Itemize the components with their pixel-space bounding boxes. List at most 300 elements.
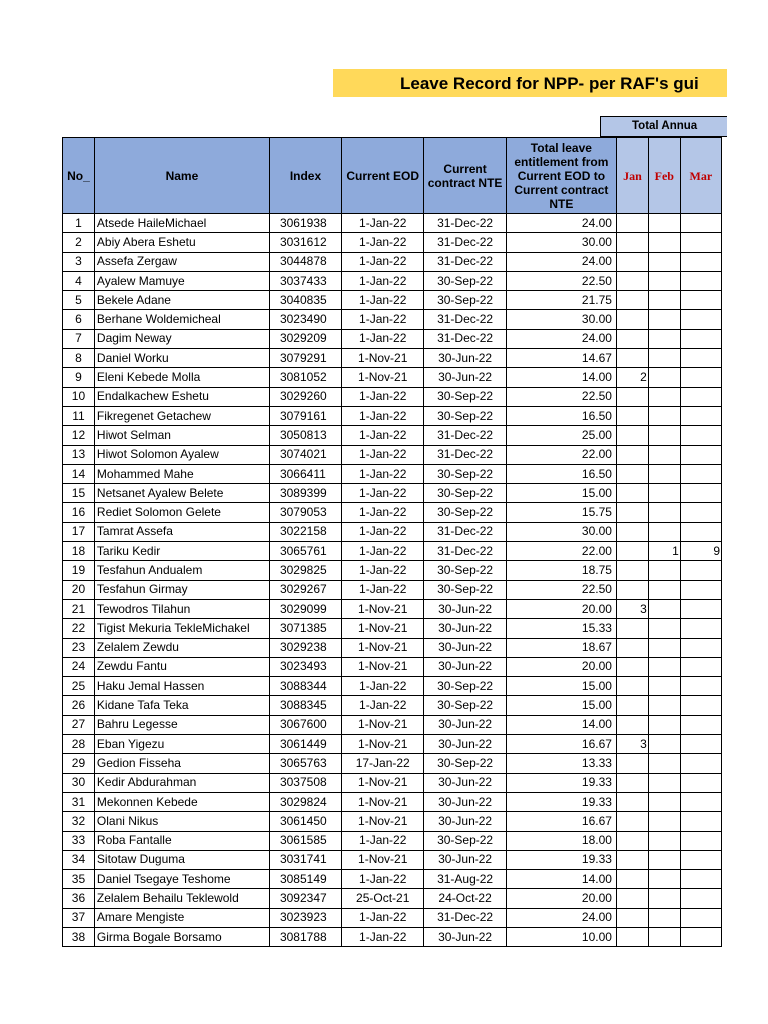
cell-nte[interactable]: 31-Dec-22 xyxy=(424,252,506,271)
cell-name[interactable]: Tariku Kedir xyxy=(94,542,269,561)
cell-mar[interactable] xyxy=(680,522,721,541)
cell-no[interactable]: 34 xyxy=(63,850,95,869)
cell-no[interactable]: 15 xyxy=(63,484,95,503)
cell-mar[interactable] xyxy=(680,812,721,831)
cell-index[interactable]: 3092347 xyxy=(269,889,341,908)
cell-jan[interactable] xyxy=(616,889,648,908)
cell-jan[interactable] xyxy=(616,619,648,638)
cell-mar[interactable] xyxy=(680,599,721,618)
cell-eod[interactable]: 1-Jan-22 xyxy=(342,542,424,561)
cell-name[interactable]: Abiy Abera Eshetu xyxy=(94,233,269,252)
col-header-eod[interactable]: Current EOD xyxy=(342,138,424,214)
cell-index[interactable]: 3081788 xyxy=(269,927,341,946)
cell-nte[interactable]: 30-Sep-22 xyxy=(424,464,506,483)
cell-mar[interactable] xyxy=(680,329,721,348)
cell-mar[interactable] xyxy=(680,927,721,946)
cell-feb[interactable] xyxy=(648,908,680,927)
cell-entitlement[interactable]: 20.00 xyxy=(506,889,616,908)
cell-eod[interactable]: 1-Jan-22 xyxy=(342,291,424,310)
cell-eod[interactable]: 1-Nov-21 xyxy=(342,792,424,811)
cell-feb[interactable] xyxy=(648,715,680,734)
cell-mar[interactable] xyxy=(680,715,721,734)
cell-mar[interactable] xyxy=(680,677,721,696)
cell-jan[interactable] xyxy=(616,850,648,869)
cell-no[interactable]: 7 xyxy=(63,329,95,348)
cell-eod[interactable]: 1-Nov-21 xyxy=(342,850,424,869)
cell-feb[interactable] xyxy=(648,773,680,792)
cell-name[interactable]: Amare Mengiste xyxy=(94,908,269,927)
cell-jan[interactable] xyxy=(616,484,648,503)
cell-no[interactable]: 37 xyxy=(63,908,95,927)
cell-index[interactable]: 3067600 xyxy=(269,715,341,734)
cell-entitlement[interactable]: 16.67 xyxy=(506,735,616,754)
cell-eod[interactable]: 1-Jan-22 xyxy=(342,464,424,483)
cell-mar[interactable] xyxy=(680,657,721,676)
cell-name[interactable]: Berhane Woldemicheal xyxy=(94,310,269,329)
cell-nte[interactable]: 30-Sep-22 xyxy=(424,271,506,290)
cell-eod[interactable]: 1-Nov-21 xyxy=(342,812,424,831)
cell-entitlement[interactable]: 15.00 xyxy=(506,677,616,696)
cell-jan[interactable] xyxy=(616,503,648,522)
cell-name[interactable]: Fikregenet Getachew xyxy=(94,406,269,425)
cell-mar[interactable] xyxy=(680,831,721,850)
cell-entitlement[interactable]: 24.00 xyxy=(506,214,616,233)
cell-eod[interactable]: 1-Jan-22 xyxy=(342,831,424,850)
cell-name[interactable]: Eban Yigezu xyxy=(94,735,269,754)
cell-eod[interactable]: 1-Nov-21 xyxy=(342,735,424,754)
cell-eod[interactable]: 1-Nov-21 xyxy=(342,715,424,734)
cell-feb[interactable] xyxy=(648,522,680,541)
cell-no[interactable]: 14 xyxy=(63,464,95,483)
cell-nte[interactable]: 31-Dec-22 xyxy=(424,445,506,464)
cell-jan[interactable] xyxy=(616,696,648,715)
cell-no[interactable]: 5 xyxy=(63,291,95,310)
cell-feb[interactable] xyxy=(648,696,680,715)
col-header-name[interactable]: Name xyxy=(94,138,269,214)
cell-jan[interactable] xyxy=(616,542,648,561)
cell-name[interactable]: Netsanet Ayalew Belete xyxy=(94,484,269,503)
cell-mar[interactable] xyxy=(680,214,721,233)
col-header-jan[interactable]: Jan xyxy=(616,138,648,214)
cell-index[interactable]: 3022158 xyxy=(269,522,341,541)
cell-name[interactable]: Endalkachew Eshetu xyxy=(94,387,269,406)
cell-name[interactable]: Atsede HaileMichael xyxy=(94,214,269,233)
cell-index[interactable]: 3061449 xyxy=(269,735,341,754)
cell-index[interactable]: 3023490 xyxy=(269,310,341,329)
cell-entitlement[interactable]: 19.33 xyxy=(506,792,616,811)
cell-nte[interactable]: 30-Sep-22 xyxy=(424,406,506,425)
cell-no[interactable]: 26 xyxy=(63,696,95,715)
cell-entitlement[interactable]: 24.00 xyxy=(506,329,616,348)
cell-jan[interactable]: 3 xyxy=(616,735,648,754)
cell-jan[interactable] xyxy=(616,754,648,773)
cell-mar[interactable] xyxy=(680,310,721,329)
cell-nte[interactable]: 31-Dec-22 xyxy=(424,233,506,252)
cell-jan[interactable] xyxy=(616,349,648,368)
cell-mar[interactable] xyxy=(680,619,721,638)
cell-feb[interactable] xyxy=(648,406,680,425)
cell-no[interactable]: 28 xyxy=(63,735,95,754)
cell-eod[interactable]: 1-Jan-22 xyxy=(342,696,424,715)
cell-jan[interactable] xyxy=(616,271,648,290)
cell-nte[interactable]: 31-Dec-22 xyxy=(424,214,506,233)
cell-feb[interactable] xyxy=(648,214,680,233)
cell-jan[interactable] xyxy=(616,522,648,541)
cell-name[interactable]: Gedion Fisseha xyxy=(94,754,269,773)
cell-eod[interactable]: 1-Nov-21 xyxy=(342,773,424,792)
cell-jan[interactable] xyxy=(616,870,648,889)
cell-no[interactable]: 19 xyxy=(63,561,95,580)
cell-no[interactable]: 21 xyxy=(63,599,95,618)
col-header-mar[interactable]: Mar xyxy=(680,138,721,214)
cell-no[interactable]: 17 xyxy=(63,522,95,541)
cell-nte[interactable]: 30-Sep-22 xyxy=(424,291,506,310)
cell-no[interactable]: 33 xyxy=(63,831,95,850)
cell-nte[interactable]: 30-Jun-22 xyxy=(424,619,506,638)
cell-name[interactable]: Zewdu Fantu xyxy=(94,657,269,676)
cell-no[interactable]: 2 xyxy=(63,233,95,252)
cell-no[interactable]: 32 xyxy=(63,812,95,831)
cell-feb[interactable] xyxy=(648,677,680,696)
cell-name[interactable]: Tigist Mekuria TekleMichakel xyxy=(94,619,269,638)
cell-index[interactable]: 3071385 xyxy=(269,619,341,638)
cell-feb[interactable] xyxy=(648,850,680,869)
cell-no[interactable]: 11 xyxy=(63,406,95,425)
cell-eod[interactable]: 1-Nov-21 xyxy=(342,657,424,676)
cell-index[interactable]: 3037508 xyxy=(269,773,341,792)
cell-feb[interactable] xyxy=(648,927,680,946)
cell-jan[interactable] xyxy=(616,214,648,233)
cell-index[interactable]: 3050813 xyxy=(269,426,341,445)
cell-no[interactable]: 23 xyxy=(63,638,95,657)
col-header-entitlement[interactable]: Total leave entitlement from Current EOD to Current contract NTE xyxy=(506,138,616,214)
cell-no[interactable]: 1 xyxy=(63,214,95,233)
cell-index[interactable]: 3061938 xyxy=(269,214,341,233)
cell-eod[interactable]: 1-Jan-22 xyxy=(342,310,424,329)
cell-nte[interactable]: 30-Sep-22 xyxy=(424,696,506,715)
col-header-nte[interactable]: Current contract NTE xyxy=(424,138,506,214)
cell-entitlement[interactable]: 30.00 xyxy=(506,310,616,329)
cell-nte[interactable]: 31-Dec-22 xyxy=(424,329,506,348)
cell-no[interactable]: 24 xyxy=(63,657,95,676)
cell-name[interactable]: Hiwot Selman xyxy=(94,426,269,445)
cell-nte[interactable]: 31-Aug-22 xyxy=(424,870,506,889)
cell-name[interactable]: Hiwot Solomon Ayalew xyxy=(94,445,269,464)
cell-no[interactable]: 13 xyxy=(63,445,95,464)
cell-entitlement[interactable]: 22.00 xyxy=(506,542,616,561)
cell-jan[interactable] xyxy=(616,233,648,252)
cell-feb[interactable] xyxy=(648,754,680,773)
cell-index[interactable]: 3023923 xyxy=(269,908,341,927)
cell-eod[interactable]: 1-Jan-22 xyxy=(342,329,424,348)
cell-name[interactable]: Kedir Abdurahman xyxy=(94,773,269,792)
cell-name[interactable]: Assefa Zergaw xyxy=(94,252,269,271)
cell-entitlement[interactable]: 22.00 xyxy=(506,445,616,464)
cell-name[interactable]: Eleni Kebede Molla xyxy=(94,368,269,387)
cell-eod[interactable]: 1-Jan-22 xyxy=(342,387,424,406)
col-header-index[interactable]: Index xyxy=(269,138,341,214)
cell-feb[interactable] xyxy=(648,349,680,368)
cell-nte[interactable]: 31-Dec-22 xyxy=(424,542,506,561)
cell-mar[interactable] xyxy=(680,850,721,869)
col-header-no[interactable]: No_ xyxy=(63,138,95,214)
cell-feb[interactable] xyxy=(648,657,680,676)
cell-mar[interactable] xyxy=(680,349,721,368)
cell-name[interactable]: Tamrat Assefa xyxy=(94,522,269,541)
cell-index[interactable]: 3037433 xyxy=(269,271,341,290)
cell-name[interactable]: Tesfahun Andualem xyxy=(94,561,269,580)
cell-entitlement[interactable]: 18.67 xyxy=(506,638,616,657)
cell-no[interactable]: 12 xyxy=(63,426,95,445)
cell-jan[interactable] xyxy=(616,715,648,734)
cell-mar[interactable] xyxy=(680,870,721,889)
cell-name[interactable]: Ayalew Mamuye xyxy=(94,271,269,290)
cell-eod[interactable]: 1-Nov-21 xyxy=(342,349,424,368)
cell-nte[interactable]: 30-Jun-22 xyxy=(424,638,506,657)
cell-index[interactable]: 3029824 xyxy=(269,792,341,811)
cell-index[interactable]: 3029267 xyxy=(269,580,341,599)
cell-name[interactable]: Olani Nikus xyxy=(94,812,269,831)
cell-no[interactable]: 25 xyxy=(63,677,95,696)
cell-feb[interactable] xyxy=(648,310,680,329)
cell-feb[interactable] xyxy=(648,619,680,638)
cell-jan[interactable] xyxy=(616,677,648,696)
cell-index[interactable]: 3061450 xyxy=(269,812,341,831)
cell-index[interactable]: 3040835 xyxy=(269,291,341,310)
cell-entitlement[interactable]: 15.00 xyxy=(506,696,616,715)
cell-feb[interactable] xyxy=(648,271,680,290)
cell-mar[interactable] xyxy=(680,580,721,599)
cell-jan[interactable] xyxy=(616,561,648,580)
cell-feb[interactable] xyxy=(648,580,680,599)
cell-nte[interactable]: 30-Jun-22 xyxy=(424,773,506,792)
cell-jan[interactable] xyxy=(616,927,648,946)
cell-entitlement[interactable]: 24.00 xyxy=(506,252,616,271)
cell-nte[interactable]: 30-Jun-22 xyxy=(424,735,506,754)
cell-nte[interactable]: 30-Jun-22 xyxy=(424,715,506,734)
cell-entitlement[interactable]: 10.00 xyxy=(506,927,616,946)
cell-mar[interactable] xyxy=(680,792,721,811)
cell-eod[interactable]: 1-Nov-21 xyxy=(342,368,424,387)
cell-eod[interactable]: 1-Nov-21 xyxy=(342,619,424,638)
cell-nte[interactable]: 30-Jun-22 xyxy=(424,927,506,946)
cell-name[interactable]: Bekele Adane xyxy=(94,291,269,310)
cell-feb[interactable] xyxy=(648,484,680,503)
cell-nte[interactable]: 30-Jun-22 xyxy=(424,850,506,869)
cell-feb[interactable] xyxy=(648,252,680,271)
cell-no[interactable]: 30 xyxy=(63,773,95,792)
cell-no[interactable]: 10 xyxy=(63,387,95,406)
cell-index[interactable]: 3029260 xyxy=(269,387,341,406)
cell-no[interactable]: 4 xyxy=(63,271,95,290)
cell-jan[interactable] xyxy=(616,638,648,657)
cell-jan[interactable] xyxy=(616,812,648,831)
cell-feb[interactable] xyxy=(648,792,680,811)
cell-entitlement[interactable]: 14.00 xyxy=(506,368,616,387)
cell-nte[interactable]: 30-Sep-22 xyxy=(424,754,506,773)
cell-entitlement[interactable]: 24.00 xyxy=(506,908,616,927)
cell-entitlement[interactable]: 16.50 xyxy=(506,464,616,483)
cell-feb[interactable] xyxy=(648,561,680,580)
cell-index[interactable]: 3031741 xyxy=(269,850,341,869)
cell-index[interactable]: 3029099 xyxy=(269,599,341,618)
cell-jan[interactable] xyxy=(616,464,648,483)
cell-jan[interactable] xyxy=(616,580,648,599)
cell-mar[interactable] xyxy=(680,484,721,503)
cell-name[interactable]: Mohammed Mahe xyxy=(94,464,269,483)
cell-feb[interactable] xyxy=(648,291,680,310)
cell-mar[interactable] xyxy=(680,889,721,908)
cell-index[interactable]: 3023493 xyxy=(269,657,341,676)
cell-eod[interactable]: 1-Jan-22 xyxy=(342,561,424,580)
cell-eod[interactable]: 1-Jan-22 xyxy=(342,484,424,503)
cell-jan[interactable] xyxy=(616,773,648,792)
cell-entitlement[interactable]: 30.00 xyxy=(506,522,616,541)
cell-no[interactable]: 9 xyxy=(63,368,95,387)
cell-feb[interactable] xyxy=(648,812,680,831)
cell-feb[interactable] xyxy=(648,889,680,908)
cell-mar[interactable] xyxy=(680,773,721,792)
cell-eod[interactable]: 1-Jan-22 xyxy=(342,503,424,522)
cell-name[interactable]: Girma Bogale Borsamo xyxy=(94,927,269,946)
cell-mar[interactable] xyxy=(680,271,721,290)
cell-eod[interactable]: 1-Jan-22 xyxy=(342,426,424,445)
cell-name[interactable]: Haku Jemal Hassen xyxy=(94,677,269,696)
cell-name[interactable]: Bahru Legesse xyxy=(94,715,269,734)
cell-name[interactable]: Zelalem Behailu Teklewold xyxy=(94,889,269,908)
cell-nte[interactable]: 31-Dec-22 xyxy=(424,908,506,927)
cell-eod[interactable]: 1-Jan-22 xyxy=(342,445,424,464)
cell-mar[interactable] xyxy=(680,233,721,252)
cell-no[interactable]: 27 xyxy=(63,715,95,734)
cell-nte[interactable]: 31-Dec-22 xyxy=(424,522,506,541)
cell-feb[interactable] xyxy=(648,426,680,445)
cell-eod[interactable]: 1-Jan-22 xyxy=(342,677,424,696)
cell-entitlement[interactable]: 14.00 xyxy=(506,870,616,889)
cell-eod[interactable]: 1-Jan-22 xyxy=(342,271,424,290)
cell-nte[interactable]: 31-Dec-22 xyxy=(424,310,506,329)
cell-feb[interactable] xyxy=(648,233,680,252)
cell-no[interactable]: 36 xyxy=(63,889,95,908)
cell-entitlement[interactable]: 19.33 xyxy=(506,773,616,792)
cell-mar[interactable] xyxy=(680,387,721,406)
cell-entitlement[interactable]: 14.00 xyxy=(506,715,616,734)
cell-mar[interactable] xyxy=(680,464,721,483)
cell-mar[interactable] xyxy=(680,426,721,445)
cell-index[interactable]: 3065761 xyxy=(269,542,341,561)
cell-entitlement[interactable]: 18.00 xyxy=(506,831,616,850)
cell-index[interactable]: 3089399 xyxy=(269,484,341,503)
cell-eod[interactable]: 1-Nov-21 xyxy=(342,599,424,618)
cell-feb[interactable] xyxy=(648,329,680,348)
cell-entitlement[interactable]: 30.00 xyxy=(506,233,616,252)
cell-mar[interactable] xyxy=(680,638,721,657)
cell-jan[interactable] xyxy=(616,291,648,310)
cell-index[interactable]: 3065763 xyxy=(269,754,341,773)
cell-name[interactable]: Daniel Worku xyxy=(94,349,269,368)
cell-name[interactable]: Rediet Solomon Gelete xyxy=(94,503,269,522)
cell-index[interactable]: 3029825 xyxy=(269,561,341,580)
cell-eod[interactable]: 1-Jan-22 xyxy=(342,233,424,252)
cell-feb[interactable] xyxy=(648,445,680,464)
cell-entitlement[interactable]: 22.50 xyxy=(506,580,616,599)
cell-nte[interactable]: 30-Jun-22 xyxy=(424,812,506,831)
cell-index[interactable]: 3079053 xyxy=(269,503,341,522)
cell-name[interactable]: Kidane Tafa Teka xyxy=(94,696,269,715)
cell-feb[interactable] xyxy=(648,368,680,387)
cell-feb[interactable]: 1 xyxy=(648,542,680,561)
cell-jan[interactable] xyxy=(616,792,648,811)
cell-jan[interactable] xyxy=(616,252,648,271)
cell-nte[interactable]: 24-Oct-22 xyxy=(424,889,506,908)
cell-index[interactable]: 3079161 xyxy=(269,406,341,425)
cell-jan[interactable] xyxy=(616,387,648,406)
cell-eod[interactable]: 1-Nov-21 xyxy=(342,638,424,657)
cell-jan[interactable] xyxy=(616,657,648,676)
cell-eod[interactable]: 1-Jan-22 xyxy=(342,522,424,541)
cell-mar[interactable] xyxy=(680,754,721,773)
cell-feb[interactable] xyxy=(648,503,680,522)
cell-entitlement[interactable]: 13.33 xyxy=(506,754,616,773)
cell-nte[interactable]: 30-Sep-22 xyxy=(424,561,506,580)
cell-entitlement[interactable]: 18.75 xyxy=(506,561,616,580)
cell-no[interactable]: 38 xyxy=(63,927,95,946)
cell-mar[interactable] xyxy=(680,908,721,927)
cell-no[interactable]: 29 xyxy=(63,754,95,773)
cell-index[interactable]: 3088345 xyxy=(269,696,341,715)
cell-mar[interactable] xyxy=(680,368,721,387)
cell-no[interactable]: 6 xyxy=(63,310,95,329)
cell-mar[interactable]: 9 xyxy=(680,542,721,561)
cell-eod[interactable]: 1-Jan-22 xyxy=(342,214,424,233)
cell-eod[interactable]: 17-Jan-22 xyxy=(342,754,424,773)
cell-index[interactable]: 3081052 xyxy=(269,368,341,387)
cell-index[interactable]: 3079291 xyxy=(269,349,341,368)
cell-name[interactable]: Sitotaw Duguma xyxy=(94,850,269,869)
cell-no[interactable]: 16 xyxy=(63,503,95,522)
cell-index[interactable]: 3074021 xyxy=(269,445,341,464)
cell-entitlement[interactable]: 20.00 xyxy=(506,599,616,618)
cell-eod[interactable]: 1-Jan-22 xyxy=(342,406,424,425)
cell-index[interactable]: 3029209 xyxy=(269,329,341,348)
cell-name[interactable]: Mekonnen Kebede xyxy=(94,792,269,811)
cell-jan[interactable] xyxy=(616,426,648,445)
cell-entitlement[interactable]: 15.00 xyxy=(506,484,616,503)
cell-entitlement[interactable]: 14.67 xyxy=(506,349,616,368)
cell-index[interactable]: 3061585 xyxy=(269,831,341,850)
cell-nte[interactable]: 30-Sep-22 xyxy=(424,484,506,503)
cell-name[interactable]: Roba Fantalle xyxy=(94,831,269,850)
cell-feb[interactable] xyxy=(648,464,680,483)
cell-jan[interactable] xyxy=(616,445,648,464)
cell-mar[interactable] xyxy=(680,445,721,464)
cell-no[interactable]: 31 xyxy=(63,792,95,811)
cell-no[interactable]: 22 xyxy=(63,619,95,638)
cell-nte[interactable]: 30-Jun-22 xyxy=(424,792,506,811)
cell-no[interactable]: 8 xyxy=(63,349,95,368)
cell-entitlement[interactable]: 25.00 xyxy=(506,426,616,445)
cell-index[interactable]: 3031612 xyxy=(269,233,341,252)
cell-feb[interactable] xyxy=(648,387,680,406)
cell-jan[interactable] xyxy=(616,831,648,850)
cell-name[interactable]: Dagim Neway xyxy=(94,329,269,348)
cell-feb[interactable] xyxy=(648,870,680,889)
cell-mar[interactable] xyxy=(680,291,721,310)
cell-entitlement[interactable]: 16.50 xyxy=(506,406,616,425)
cell-jan[interactable] xyxy=(616,908,648,927)
cell-nte[interactable]: 30-Jun-22 xyxy=(424,599,506,618)
cell-jan[interactable]: 3 xyxy=(616,599,648,618)
